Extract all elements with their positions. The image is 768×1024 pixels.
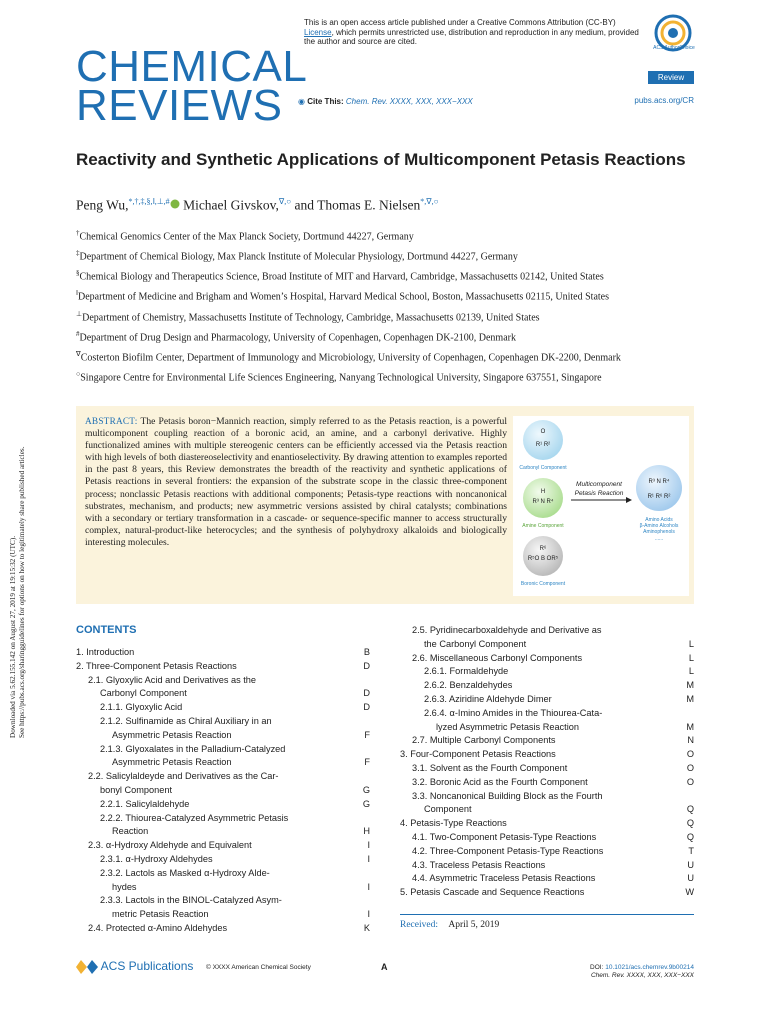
affiliation-mark: ⊥	[76, 309, 83, 318]
toc-entry-title: 4.2. Three-Component Petasis-Type Reactions	[412, 845, 604, 856]
affiliation	[76, 287, 696, 304]
toc-entry-title: 2. Three-Component Petasis Reactions	[76, 660, 237, 671]
received-divider	[400, 914, 694, 915]
footer-cite: Chem. Rev. XXXX, XXX, XXX−XXX	[590, 972, 694, 979]
toc-entry[interactable]	[400, 652, 694, 666]
doi-label: DOI:	[590, 964, 606, 971]
product-label: ......	[654, 536, 664, 542]
download-note	[6, 300, 26, 740]
toc-entry-page: F	[364, 757, 370, 768]
affiliation	[76, 308, 696, 325]
product-label: Aminophenols	[643, 529, 675, 535]
carbonyl-o: O	[540, 429, 546, 435]
author-2-marks: ∇,○	[278, 197, 292, 206]
toc-entry[interactable]	[400, 638, 694, 652]
carbonyl-sphere	[523, 420, 563, 460]
arrow-label-1: Multicomponent	[576, 481, 622, 488]
toc-entry-title: 2.6.4. α-Imino Amides in the Thiourea-Cata-	[424, 707, 603, 718]
boronic-b: R⁵O B OR⁵	[527, 556, 559, 562]
affiliation-mark: #	[76, 329, 80, 338]
toc-entry-page: D	[363, 702, 370, 713]
toc-entry[interactable]	[400, 859, 694, 873]
toc-entry-page: B	[363, 647, 370, 657]
affiliation-list	[76, 227, 696, 388]
affiliation-mark: ○	[76, 369, 81, 378]
toc-entry[interactable]	[400, 790, 694, 804]
toc-entry-page: K	[363, 922, 370, 933]
author-3: and Thomas E. Nielsen	[291, 197, 421, 213]
toc-entry-title: 2.3. α-Hydroxy Aldehyde and Equivalent	[88, 840, 252, 851]
affiliation	[76, 348, 696, 365]
reaction-arrow-icon	[626, 497, 632, 503]
download-note-line2: See https://pubs.acs.org/sharingguidelines for options on how to legitimately share published articles.	[18, 446, 26, 738]
affiliation-text: Department of Chemical Biology, Max Planck Institute of Molecular Physiology, Dortmund 44227, Germany	[79, 251, 518, 263]
toc-entry[interactable]	[76, 770, 370, 784]
cite-label: Cite This:	[307, 97, 344, 106]
journal-logo-line1: CHEMICAL	[76, 42, 308, 91]
toc-entry-title: 2.6.2. Benzaldehydes	[424, 680, 513, 691]
toc-entry-page: Q	[686, 831, 694, 842]
toc-entry-page: N	[687, 735, 694, 746]
toc-entry-page: L	[688, 652, 694, 663]
toc-entry[interactable]	[76, 825, 370, 839]
toc-entry[interactable]	[400, 762, 694, 776]
toc-entry-title: 2.7. Multiple Carbonyl Components	[412, 735, 556, 746]
toc-entry[interactable]	[76, 660, 370, 674]
toc-entry-page: I	[367, 909, 370, 920]
abstract-body: The Petasis boron−Mannich reaction, simply referred to as the Petasis reaction, is a powerful multicomponent coupling reaction of a boronic acid, an amine, and a carbonyl derivative. Highly functionalized amines with multiple stereogenic centers can be efficiently accessed via the Petasis reaction with high levels of both diastereoselectivity and enantioselectivity. By drawing attention to examples reported in the past 8 years, this Review demonstrates the breadth of the reactivity and synthetic applications of Petasis reactions in several frontiers: the expansion of the substrate scope in the classic three-component process; nonclassic Petasis reactions with additional components; Petasis-type reactions with noncanonical substrates, mechanism, and products; new asymmetric versions assisted by chiral catalysts; combinations with a secondary or tertiary transformation in a cascade- or sequence-specific manner to access structurally complex, natural-product-like heterocycles; and the synthesis of polyhydroxy alkaloids and biologically interesting molecules.	[85, 416, 507, 548]
toc-entry-page: U	[687, 859, 694, 870]
toc-entry[interactable]	[400, 748, 694, 762]
toc-entry-page: Q	[686, 804, 694, 815]
toc-entry[interactable]	[76, 674, 370, 688]
toc-entry-title: 5. Petasis Cascade and Sequence Reactions	[400, 887, 585, 898]
doi-link[interactable]: 10.1021/acs.chemrev.9b00214	[605, 964, 694, 971]
toc-entry[interactable]	[76, 812, 370, 826]
boronic-r: R⁶	[539, 546, 547, 552]
toc-left-column	[76, 646, 370, 936]
affiliation-text: Department of Drug Design and Pharmacology, University of Copenhagen, Copenhagen DK-2100, Denmark	[79, 331, 516, 343]
license-text-post: , which permits unrestricted use, distribution and reproduction in any medium, provided the author and source are cited.	[304, 27, 639, 46]
toc-entry-page: I	[367, 840, 370, 851]
cite-icon: ◉	[298, 97, 305, 106]
toc-entry[interactable]	[400, 624, 694, 638]
toc-entry-page: O	[686, 749, 694, 760]
toc-entry-page: L	[688, 638, 694, 649]
toc-entry[interactable]	[400, 845, 694, 859]
toc-entry-page: H	[363, 826, 370, 837]
received-date: April 5, 2019	[448, 920, 500, 930]
received-label: Received:	[400, 920, 438, 930]
affiliation-text: Department of Chemistry, Massachusetts Institute of Technology, Cambridge, Massachusetts 02139, United States	[82, 311, 540, 323]
toc-entry-title: 2.1. Glyoxylic Acid and Derivatives as the	[88, 674, 257, 685]
toc-entry-page: G	[362, 798, 370, 809]
copyright: © XXXX American Chemical Society	[206, 964, 311, 971]
toc-entry-page: F	[364, 729, 370, 740]
toc-entry[interactable]	[76, 798, 370, 812]
affiliation	[76, 267, 696, 284]
toc-entry[interactable]	[400, 776, 694, 790]
author-3-marks: *,∇,○	[420, 197, 439, 206]
affiliation	[76, 368, 696, 385]
toc-right-column	[400, 624, 694, 900]
author-2: Michael Givskov,	[179, 197, 279, 213]
toc-entry-title: 2.3.3. Lactols in the BINOL-Catalyzed Asym-	[100, 895, 282, 906]
acs-hexagon-icon	[76, 960, 98, 974]
affiliation-mark: §	[76, 269, 80, 278]
toc-entry[interactable]	[76, 687, 370, 701]
toc-entry-title: Component	[424, 804, 472, 815]
toc-entry-title: 3.1. Solvent as the Fourth Component	[412, 762, 568, 773]
cite-value: Chem. Rev. XXXX, XXX, XXX−XXX	[345, 97, 473, 106]
affiliation	[76, 227, 696, 244]
toc-entry-page: T	[688, 845, 694, 856]
acs-publications-logo[interactable]	[76, 959, 193, 974]
affiliation	[76, 247, 696, 264]
toc-entry[interactable]	[76, 756, 370, 770]
affiliation-text: Costerton Biofilm Center, Department of Immunology and Microbiology, University of Copenhagen, Copenhagen DK-2200, Denmark	[80, 352, 621, 364]
article-type-tag: Review	[648, 71, 694, 84]
author-list	[76, 197, 438, 214]
toc-entry-page: M	[686, 680, 694, 691]
contents-heading: CONTENTS	[76, 624, 137, 636]
toc-entry-page: I	[367, 853, 370, 864]
toc-entry-title: 2.1.2. Sulfinamide as Chiral Auxiliary in an	[100, 715, 272, 726]
toc-entry-title: 2.4. Protected α-Amino Aldehydes	[88, 922, 228, 933]
received-info	[400, 920, 499, 930]
toc-entry-page: O	[686, 762, 694, 773]
affiliation-text: Chemical Genomics Center of the Max Planck Society, Dortmund 44227, Germany	[79, 231, 414, 243]
toc-entry[interactable]	[400, 665, 694, 679]
product-label: β-Amino Alcohols	[639, 523, 679, 529]
affiliation	[76, 328, 696, 345]
toc-entry-title: 4.3. Traceless Petasis Reactions	[412, 859, 546, 870]
journal-logo-line2: REVIEWS	[76, 81, 283, 130]
toc-entry[interactable]	[400, 817, 694, 831]
toc-entry-page: D	[363, 660, 370, 671]
toc-entry-title: hydes	[112, 881, 137, 892]
toc-entry-title: 4. Petasis-Type Reactions	[400, 818, 507, 829]
toc-entry-page: D	[363, 688, 370, 699]
toc-entry-title: lyzed Asymmetric Petasis Reaction	[436, 721, 579, 732]
abstract-label: ABSTRACT:	[85, 417, 138, 427]
toc-entry[interactable]	[400, 872, 694, 886]
toc-entry-title: 2.6. Miscellaneous Carbonyl Components	[412, 652, 583, 663]
affiliation-mark: ‡	[76, 249, 80, 258]
toc-entry-title: 2.3.1. α-Hydroxy Aldehydes	[100, 853, 213, 864]
toc-entry-title: bonyl Component	[100, 784, 173, 795]
toc-entry-title: 4.1. Two-Component Petasis-Type Reactions	[412, 831, 597, 842]
toc-entry[interactable]	[400, 679, 694, 693]
toc-entry[interactable]	[76, 853, 370, 867]
carbonyl-label: Carbonyl Component	[519, 465, 567, 471]
toc-entry-page: U	[687, 873, 694, 884]
toc-entry[interactable]	[76, 922, 370, 936]
toc-entry-title: 2.3.2. Lactols as Masked α-Hydroxy Alde-	[100, 867, 270, 878]
page-number: A	[381, 962, 388, 972]
toc-entry[interactable]	[76, 701, 370, 715]
toc-entry-title: 4.4. Asymmetric Traceless Petasis Reactions	[412, 873, 596, 884]
product-bot: R¹ R⁶ R²	[647, 494, 671, 500]
amine-h: H	[540, 489, 546, 495]
toc-entry[interactable]	[400, 886, 694, 900]
toc-entry[interactable]	[400, 721, 694, 735]
toc-entry-title: 2.6.1. Formaldehyde	[424, 666, 509, 677]
product-top: R³ N R⁴	[648, 479, 670, 485]
toc-entry[interactable]	[76, 646, 370, 660]
journal-site-link[interactable]: pubs.acs.org/CR	[634, 96, 694, 105]
product-sphere	[636, 465, 682, 511]
toc-entry-title: 1. Introduction	[76, 647, 135, 657]
toc-entry-title: Reaction	[112, 826, 149, 837]
amine-label: Amine Component	[522, 523, 564, 529]
amine-r: R³ N R⁴	[532, 499, 554, 505]
author-1-marks: *,†,‡,§,‖,⊥,#	[128, 197, 170, 206]
doi-info	[540, 964, 694, 980]
toc-entry[interactable]	[76, 839, 370, 853]
toc-entry[interactable]	[76, 715, 370, 729]
toc-entry[interactable]	[400, 693, 694, 707]
toc-graphic	[513, 416, 689, 596]
toc-entry[interactable]	[400, 803, 694, 817]
toc-entry-page: O	[686, 776, 694, 787]
toc-entry[interactable]	[76, 743, 370, 757]
affiliation-mark: †	[76, 229, 80, 237]
toc-entry-page: M	[686, 721, 694, 732]
toc-entry-page: W	[685, 887, 694, 898]
acs-publications-text: ACS Publications	[100, 959, 194, 973]
toc-entry-title: 3.2. Boronic Acid as the Fourth Component	[412, 776, 588, 787]
arrow-label-2: Petasis Reaction	[574, 490, 624, 497]
cite-this[interactable]	[298, 97, 473, 106]
toc-entry-title: 2.5. Pyridinecarboxaldehyde and Derivative as	[412, 625, 602, 635]
toc-entry-page: Q	[686, 818, 694, 829]
toc-entry-page: L	[688, 666, 694, 677]
toc-entry-title: 2.1.1. Glyoxylic Acid	[100, 702, 183, 713]
toc-entry[interactable]	[76, 908, 370, 922]
license-notice	[304, 18, 644, 47]
affiliation-text: Singapore Centre for Environmental Life Sciences Engineering, Nanyang Technological University, Singapore 637551, Singapore	[80, 372, 602, 384]
toc-entry-title: 2.1.3. Glyoxalates in the Palladium-Catalyzed	[100, 743, 286, 754]
license-link[interactable]: License	[304, 27, 332, 37]
toc-entry[interactable]	[400, 831, 694, 845]
toc-entry-page: G	[362, 784, 370, 795]
product-label: Amino Acids	[645, 517, 673, 523]
toc-entry-title: 3. Four-Component Petasis Reactions	[400, 749, 556, 760]
toc-entry[interactable]	[76, 894, 370, 908]
orcid-icon[interactable]	[170, 199, 180, 209]
carbonyl-r: R¹ R²	[535, 442, 551, 448]
abstract	[85, 416, 507, 549]
toc-entry-title: 2.2. Salicylaldeyde and Derivatives as the Car-	[88, 771, 279, 782]
toc-entry[interactable]	[400, 707, 694, 721]
affiliation-mark: ‖	[76, 289, 78, 298]
author-choice-badge: ACS AuthorChoice	[653, 45, 695, 51]
amine-sphere	[523, 478, 563, 518]
affiliation-text: Chemical Biology and Therapeutics Science, Broad Institute of MIT and Harvard, Cambridge, Massachusetts 02142, United States	[79, 271, 604, 283]
toc-entry-title: metric Petasis Reaction	[112, 909, 209, 920]
toc-entry[interactable]	[76, 867, 370, 881]
license-text-pre: This is an open access article published under a Creative Commons Attribution (CC-BY)	[304, 18, 616, 27]
toc-entry[interactable]	[76, 784, 370, 798]
affiliation-mark: ∇	[76, 349, 81, 358]
toc-entry-title: 2.6.3. Aziridine Aldehyde Dimer	[424, 693, 552, 704]
toc-entry-page: M	[686, 693, 694, 704]
toc-entry-title: 2.2.2. Thiourea-Catalyzed Asymmetric Petasis	[100, 812, 289, 823]
boronic-label: Boronic Component	[520, 581, 566, 587]
toc-entry[interactable]	[400, 734, 694, 748]
affiliation-text: Department of Medicine and Brigham and Women’s Hospital, Harvard Medical School, Boston, Massachusetts 02115, United States	[77, 291, 610, 303]
toc-entry-title: 3.3. Noncanonical Building Block as the Fourth	[412, 790, 603, 801]
toc-entry-title: 2.2.1. Salicylaldehyde	[100, 798, 190, 809]
toc-entry[interactable]	[76, 729, 370, 743]
toc-entry[interactable]	[76, 881, 370, 895]
article-title: Reactivity and Synthetic Applications of Multicomponent Petasis Reactions	[76, 150, 686, 169]
toc-entry-page: I	[367, 881, 370, 892]
toc-entry-title: Carbonyl Component	[100, 688, 187, 699]
author-1: Peng Wu,	[76, 197, 129, 213]
toc-entry-title: Asymmetric Petasis Reaction	[112, 729, 232, 740]
toc-entry-title: Asymmetric Petasis Reaction	[112, 757, 232, 768]
toc-entry-title: the Carbonyl Component	[424, 638, 527, 649]
download-note-line1: Downloaded via 5.62.155.142 on August 27, 2019 at 19:15:32 (UTC).	[9, 535, 17, 738]
